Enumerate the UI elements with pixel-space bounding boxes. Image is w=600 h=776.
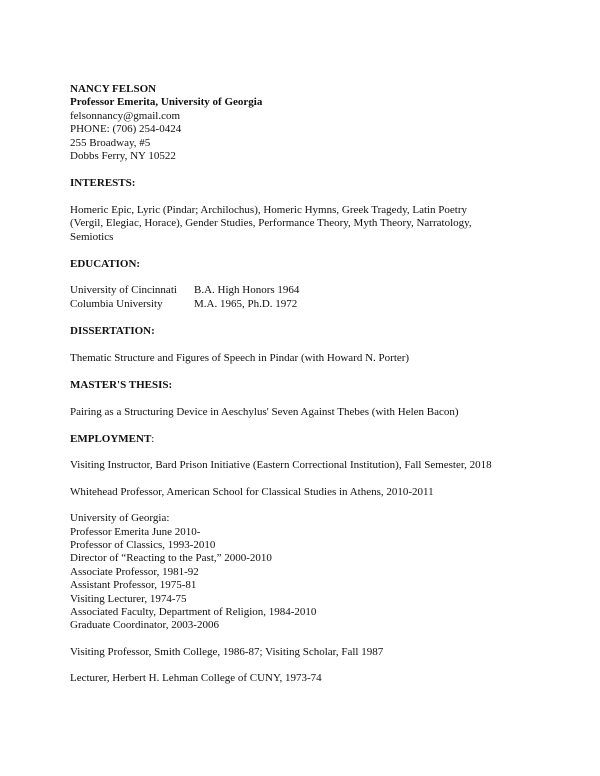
masters-thesis-section <box>70 379 550 419</box>
author-email[interactable]: felsonnancy@gmail.com <box>70 109 181 122</box>
employment-uga-line: Associate Professor, 1981-92 <box>70 565 199 578</box>
employment-heading: EMPLOYMENT <box>70 432 152 445</box>
employment-uga-line: Director of “Reacting to the Past,” 2000-2010 <box>70 552 272 565</box>
employment-heading-line <box>70 433 550 446</box>
author-address-line2: Dobbs Ferry, NY 10522 <box>70 150 176 163</box>
employment-uga-line: Visiting Lecturer, 1974-75 <box>70 592 187 605</box>
dissertation-text: Thematic Structure and Figures of Speech in Pindar (with Howard N. Porter) <box>70 351 410 364</box>
interests-line: Homeric Epic, Lyric (Pindar; Archilochus), Homeric Hymns, Greek Tragedy, Latin Poetry <box>70 203 468 216</box>
employment-entry-bard: Visiting Instructor, Bard Prison Initiative (Eastern Correctional Institution), Fall Semester, 2018 <box>70 459 492 472</box>
education-degree: M.A. 1965, Ph.D. 1972 <box>194 297 298 310</box>
employment-uga-line: Assistant Professor, 1975-81 <box>70 579 197 592</box>
interests-line: Semiotics <box>70 230 114 243</box>
dissertation-section <box>70 325 550 365</box>
cv-document <box>70 83 550 686</box>
author-address-line1: 255 Broadway, #5 <box>70 136 151 149</box>
interests-line: (Vergil, Elegiac, Horace), Gender Studies, Performance Theory, Myth Theory, Narratology, <box>70 217 472 230</box>
employment-uga-line: Associated Faculty, Department of Religion, 1984-2010 <box>70 605 317 618</box>
employment-uga-line: Professor Emerita June 2010- <box>70 525 201 538</box>
author-phone: PHONE: (706) 254-0424 <box>70 123 182 136</box>
employment-section <box>70 433 550 686</box>
masters-thesis-text: Pairing as a Structuring Device in Aeschylus' Seven Against Thebes (with Helen Bacon) <box>70 405 459 418</box>
interests-heading: INTERESTS: <box>70 177 136 190</box>
education-row <box>70 284 550 297</box>
employment-uga-line: Professor of Classics, 1993-2010 <box>70 538 216 551</box>
employment-entry-lehman: Lecturer, Herbert H. Lehman College of CUNY, 1973-74 <box>70 672 322 685</box>
employment-entry-smith: Visiting Professor, Smith College, 1986-87; Visiting Scholar, Fall 1987 <box>70 645 384 658</box>
education-school: University of Cincinnati <box>70 284 177 297</box>
education-section <box>70 258 550 311</box>
author-title: Professor Emerita, University of Georgia <box>70 96 263 109</box>
education-row <box>70 298 550 311</box>
dissertation-heading: DISSERTATION: <box>70 325 155 338</box>
interests-section <box>70 177 550 244</box>
masters-thesis-heading: MASTER'S THESIS: <box>70 379 173 392</box>
employment-uga-heading: University of Georgia: <box>70 512 170 525</box>
education-degree: B.A. High Honors 1964 <box>194 284 300 297</box>
employment-heading-colon: : <box>151 432 155 445</box>
employment-uga-line: Graduate Coordinator, 2003-2006 <box>70 619 219 632</box>
employment-entry-whitehead: Whitehead Professor, American School for Classical Studies in Athens, 2010-2011 <box>70 485 434 498</box>
author-name: NANCY FELSON <box>70 83 157 95</box>
education-school: Columbia University <box>70 297 163 310</box>
cv-header <box>70 83 550 163</box>
education-heading: EDUCATION: <box>70 258 141 271</box>
